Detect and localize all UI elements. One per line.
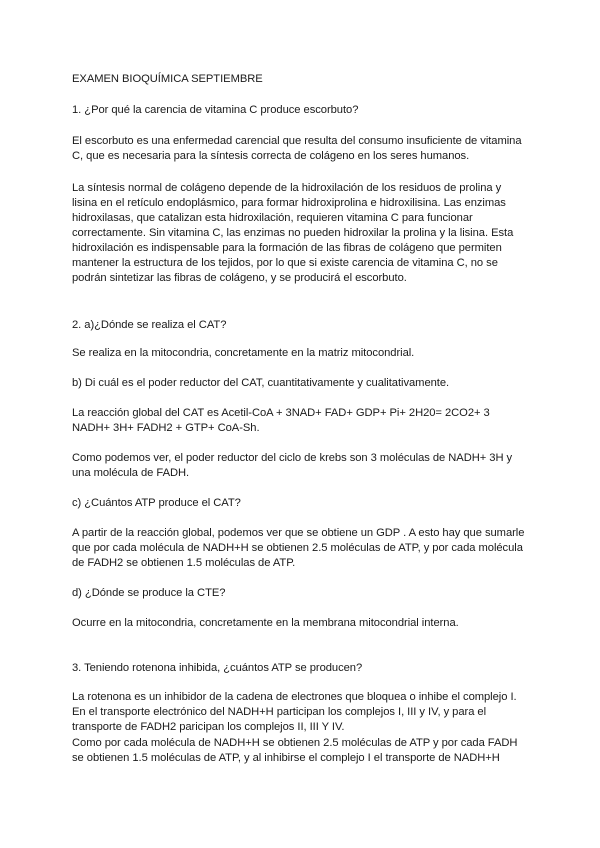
q2a-answer: Se realiza en la mitocondria, concretamente en la matriz mitocondrial.: [72, 347, 415, 359]
q3-answer-line: se obtienen 1.5 moléculas de ATP, y al inhibirse el complejo I el transporte de NADH+H: [72, 752, 500, 764]
question-1: 1. ¿Por qué la carencia de vitamina C produce escorbuto?: [72, 104, 359, 116]
q2c-answer-line: de FADH2 se obtienen 1.5 moléculas de ATP.: [72, 557, 296, 569]
q3-answer-line: transporte de FADH2 paricipan los complejos II, III Y IV.: [72, 721, 345, 733]
q1-answer-line: La síntesis normal de colágeno depende de la hidroxilación de los residuos de prolina y: [72, 182, 502, 194]
q1-answer-line: podrán sintetizar las fibras de colágeno, y se producirá el escorbuto.: [72, 272, 407, 284]
question-2d: d) ¿Dónde se produce la CTE?: [72, 587, 226, 599]
q1-answer-line: C, que es necesaria para la síntesis correcta de colágeno en los seres humanos.: [72, 150, 470, 162]
q2b-answer-line: Como podemos ver, el poder reductor del ciclo de krebs son 3 moléculas de NADH+ 3H y: [72, 452, 513, 464]
question-2c: c) ¿Cuántos ATP produce el CAT?: [72, 497, 241, 509]
q3-answer-line: La rotenona es un inhibidor de la cadena de electrones que bloquea o inhibe el complejo I.: [72, 691, 517, 703]
q1-answer-line: mantener la estructura de los tejidos, por lo que si existe carencia de vitamina C, no se: [72, 257, 498, 269]
q1-answer-line: hidroxilación es indispensable para la formación de las fibras de colágeno que permiten: [72, 242, 502, 254]
document-title: EXAMEN BIOQUÍMICA SEPTIEMBRE: [72, 73, 263, 85]
q2b-answer-line: una molécula de FADH.: [72, 467, 190, 479]
q1-answer-line: hidroxilasas, que catalizan esta hidroxilación, requieren vitamina C para funcionar: [72, 212, 473, 224]
q2b-answer-line: La reacción global del CAT es Acetil-CoA + 3NAD+ FAD+ GDP+ Pi+ 2H20= 2CO2+ 3: [72, 407, 490, 419]
q1-answer-line: lisina en el retículo endoplásmico, para formar hidroxiprolina e hidroxilisina. Las enzimas: [72, 197, 506, 209]
question-3: 3. Teniendo rotenona inhibida, ¿cuántos ATP se producen?: [72, 662, 363, 674]
question-2b: b) Di cuál es el poder reductor del CAT, cuantitativamente y cualitativamente.: [72, 377, 450, 389]
q3-answer-line: Como por cada molécula de NADH+H se obtienen 2.5 moléculas de ATP y por cada FADH: [72, 737, 518, 749]
q2d-answer: Ocurre en la mitocondria, concretamente en la membrana mitocondrial interna.: [72, 617, 459, 629]
q2c-answer-line: que por cada molécula de NADH+H se obtienen 2.5 moléculas de ATP, y por cada molécula: [72, 542, 523, 554]
q1-answer-line: El escorbuto es una enfermedad carencial que resulta del consumo insuficiente de vitamina: [72, 135, 522, 147]
q2b-answer-line: NADH+ 3H+ FADH2 + GTP+ CoA-Sh.: [72, 422, 260, 434]
q2c-answer-line: A partir de la reacción global, podemos ver que se obtiene un GDP . A esto hay que sumarle: [72, 527, 525, 539]
question-2a: 2. a)¿Dónde se realiza el CAT?: [72, 319, 227, 331]
q3-answer-line: En el transporte electrónico del NADH+H participan los complejos I, III y IV, y para el: [72, 706, 487, 718]
q1-answer-line: correctamente. Sin vitamina C, las enzimas no pueden hidroxilar la prolina y la lisina. Esta: [72, 227, 514, 239]
